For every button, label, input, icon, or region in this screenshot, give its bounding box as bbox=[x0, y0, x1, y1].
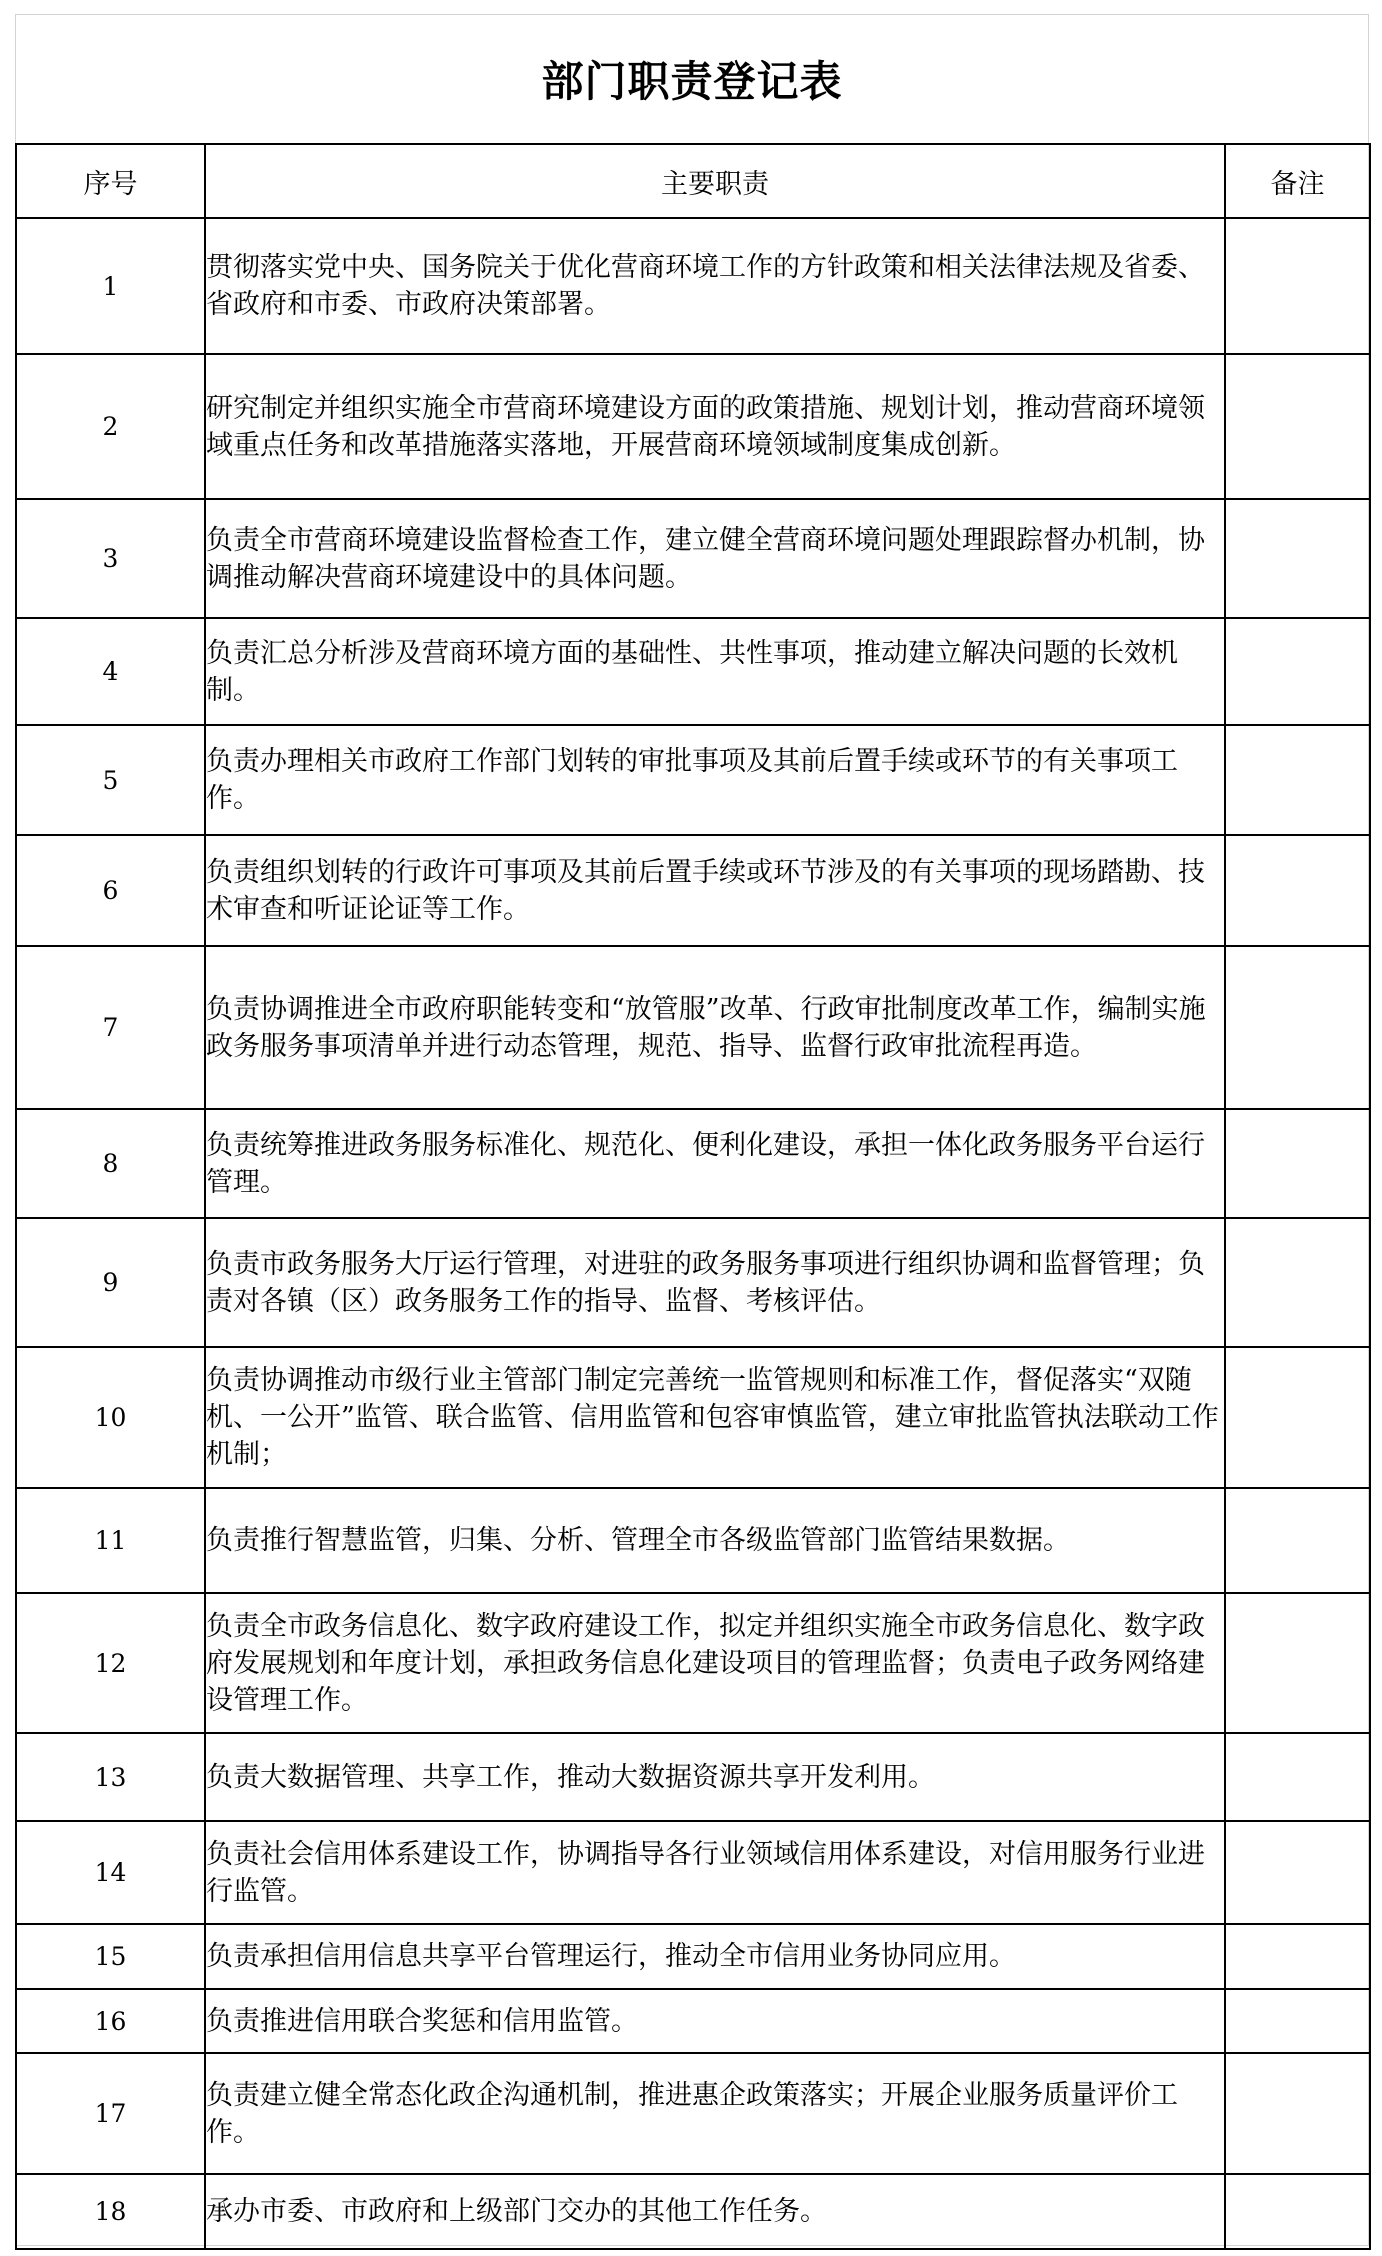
row-duty: 负责大数据管理、共享工作，推动大数据资源共享开发利用。 bbox=[205, 1733, 1225, 1821]
row-note bbox=[1225, 1593, 1370, 1733]
row-note bbox=[1225, 1347, 1370, 1488]
row-note bbox=[1225, 2053, 1370, 2174]
row-note bbox=[1225, 618, 1370, 725]
row-number: 9 bbox=[16, 1218, 205, 1347]
row-number: 16 bbox=[16, 1989, 205, 2053]
row-duty: 负责办理相关市政府工作部门划转的审批事项及其前后置手续或环节的有关事项工作。 bbox=[205, 725, 1225, 835]
table-row bbox=[16, 1109, 1370, 1218]
table-row bbox=[16, 618, 1370, 725]
row-duty: 负责市政务服务大厅运行管理，对进驻的政务服务事项进行组织协调和监督管理；负责对各镇（区）政务服务工作的指导、监督、考核评估。 bbox=[205, 1218, 1225, 1347]
header-duty: 主要职责 bbox=[205, 144, 1225, 218]
row-note bbox=[1225, 1488, 1370, 1593]
row-duty: 贯彻落实党中央、国务院关于优化营商环境工作的方针政策和相关法律法规及省委、省政府和市委、市政府决策部署。 bbox=[205, 218, 1225, 354]
row-note bbox=[1225, 725, 1370, 835]
row-duty: 负责推行智慧监管，归集、分析、管理全市各级监管部门监管结果数据。 bbox=[205, 1488, 1225, 1593]
table-row bbox=[16, 1218, 1370, 1347]
table-row bbox=[16, 1488, 1370, 1593]
row-note bbox=[1225, 1924, 1370, 1989]
table-row bbox=[16, 946, 1370, 1109]
row-note bbox=[1225, 499, 1370, 618]
table-row bbox=[16, 499, 1370, 618]
row-duty: 负责全市营商环境建设监督检查工作，建立健全营商环境问题处理跟踪督办机制，协调推动解决营商环境建设中的具体问题。 bbox=[205, 499, 1225, 618]
row-note bbox=[1225, 1989, 1370, 2053]
table-row bbox=[16, 835, 1370, 946]
row-duty: 负责社会信用体系建设工作，协调指导各行业领域信用体系建设，对信用服务行业进行监管。 bbox=[205, 1821, 1225, 1924]
row-number: 4 bbox=[16, 618, 205, 725]
table-row bbox=[16, 1733, 1370, 1821]
row-number: 2 bbox=[16, 354, 205, 499]
row-duty: 研究制定并组织实施全市营商环境建设方面的政策措施、规划计划，推动营商环境领域重点任务和改革措施落实落地，开展营商环境领域制度集成创新。 bbox=[205, 354, 1225, 499]
table-row bbox=[16, 2174, 1370, 2249]
table-row bbox=[16, 1821, 1370, 1924]
row-duty: 承办市委、市政府和上级部门交办的其他工作任务。 bbox=[205, 2174, 1225, 2249]
page-title: 部门职责登记表 bbox=[541, 57, 843, 106]
row-duty: 负责全市政务信息化、数字政府建设工作，拟定并组织实施全市政务信息化、数字政府发展规划和年度计划，承担政务信息化建设项目的管理监督；负责电子政务网络建设管理工作。 bbox=[205, 1593, 1225, 1733]
row-note bbox=[1225, 2174, 1370, 2249]
header-note: 备注 bbox=[1225, 144, 1370, 218]
row-duty: 负责统筹推进政务服务标准化、规范化、便利化建设，承担一体化政务服务平台运行管理。 bbox=[205, 1109, 1225, 1218]
table-row bbox=[16, 2053, 1370, 2174]
row-note bbox=[1225, 1733, 1370, 1821]
row-number: 12 bbox=[16, 1593, 205, 1733]
row-note bbox=[1225, 835, 1370, 946]
row-number: 8 bbox=[16, 1109, 205, 1218]
row-duty: 负责协调推进全市政府职能转变和“放管服”改革、行政审批制度改革工作，编制实施政务服务事项清单并进行动态管理，规范、指导、监督行政审批流程再造。 bbox=[205, 946, 1225, 1109]
row-note bbox=[1225, 1821, 1370, 1924]
row-number: 3 bbox=[16, 499, 205, 618]
row-duty: 负责协调推动市级行业主管部门制定完善统一监管规则和标准工作，督促落实“双随机、一公开”监管、联合监管、信用监管和包容审慎监管，建立审批监管执法联动工作机制； bbox=[205, 1347, 1225, 1488]
row-note bbox=[1225, 1109, 1370, 1218]
table-row bbox=[16, 1347, 1370, 1488]
row-number: 17 bbox=[16, 2053, 205, 2174]
table-row bbox=[16, 1989, 1370, 2053]
row-note bbox=[1225, 218, 1370, 354]
table-row bbox=[16, 725, 1370, 835]
header-row bbox=[16, 144, 1370, 218]
row-number: 18 bbox=[16, 2174, 205, 2249]
row-number: 14 bbox=[16, 1821, 205, 1924]
table-row bbox=[16, 354, 1370, 499]
duty-table bbox=[15, 143, 1371, 2250]
row-duty: 负责汇总分析涉及营商环境方面的基础性、共性事项，推动建立解决问题的长效机制。 bbox=[205, 618, 1225, 725]
row-number: 15 bbox=[16, 1924, 205, 1989]
row-number: 5 bbox=[16, 725, 205, 835]
row-number: 6 bbox=[16, 835, 205, 946]
row-duty: 负责推进信用联合奖惩和信用监管。 bbox=[205, 1989, 1225, 2053]
row-number: 13 bbox=[16, 1733, 205, 1821]
table-row bbox=[16, 1924, 1370, 1989]
row-number: 7 bbox=[16, 946, 205, 1109]
row-note bbox=[1225, 1218, 1370, 1347]
header-no: 序号 bbox=[16, 144, 205, 218]
row-number: 11 bbox=[16, 1488, 205, 1593]
table-row bbox=[16, 218, 1370, 354]
row-number: 10 bbox=[16, 1347, 205, 1488]
row-note bbox=[1225, 354, 1370, 499]
row-number: 1 bbox=[16, 218, 205, 354]
row-duty: 负责组织划转的行政许可事项及其前后置手续或环节涉及的有关事项的现场踏勘、技术审查和听证论证等工作。 bbox=[205, 835, 1225, 946]
row-duty: 负责承担信用信息共享平台管理运行，推动全市信用业务协同应用。 bbox=[205, 1924, 1225, 1989]
row-duty: 负责建立健全常态化政企沟通机制，推进惠企政策落实；开展企业服务质量评价工作。 bbox=[205, 2053, 1225, 2174]
table-row bbox=[16, 1593, 1370, 1733]
row-note bbox=[1225, 946, 1370, 1109]
